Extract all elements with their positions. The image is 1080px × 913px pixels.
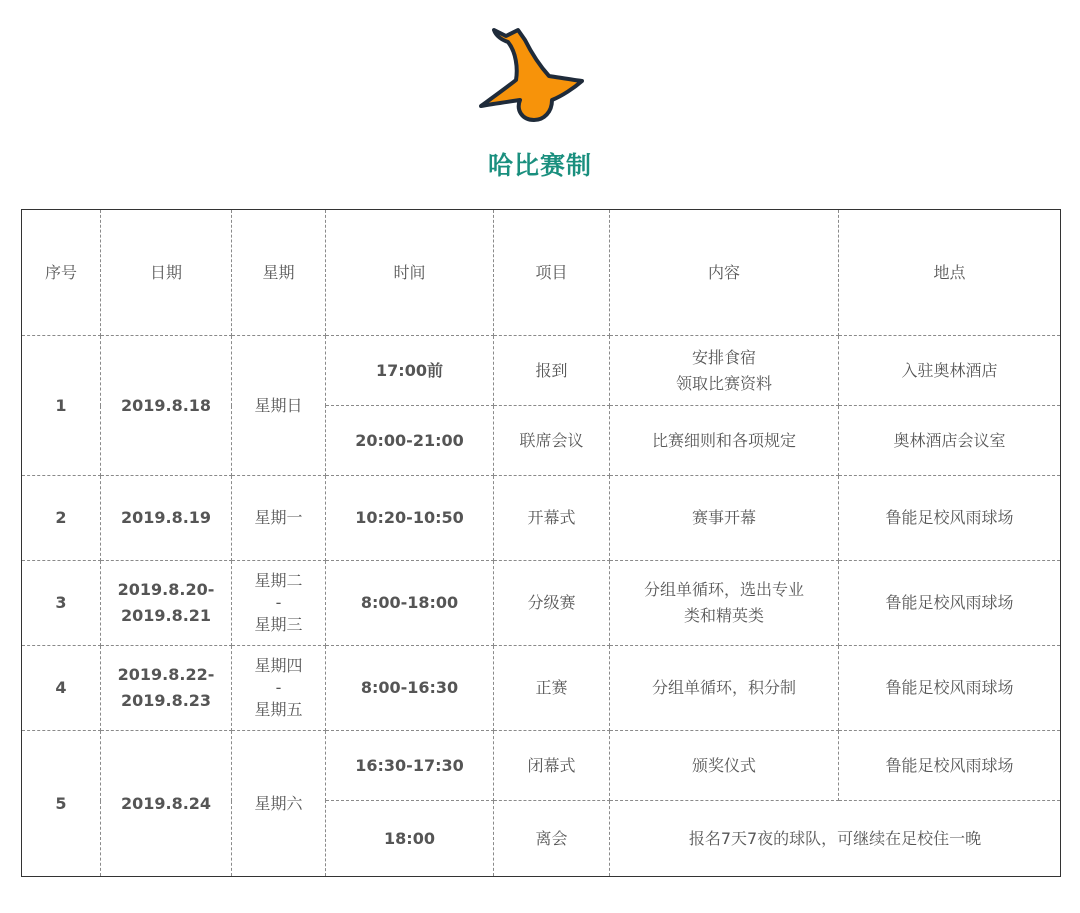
row5a-location: 鲁能足校风雨球场 (839, 731, 1061, 801)
row3-item: 分级赛 (494, 561, 610, 646)
row4-weekday-separator: - (275, 678, 282, 697)
row2-date: 2019.8.19 (101, 476, 232, 561)
row3-time: 8:00-18:00 (326, 561, 494, 646)
row1b-location: 奥林酒店会议室 (839, 406, 1061, 476)
row1-index: 1 (22, 336, 101, 476)
row5b-item: 离会 (494, 801, 610, 877)
row4-location: 鲁能足校风雨球场 (839, 646, 1061, 731)
row3-location: 鲁能足校风雨球场 (839, 561, 1061, 646)
header-index: 序号 (22, 210, 101, 336)
table-row (22, 336, 1061, 406)
row5a-item: 闭幕式 (494, 731, 610, 801)
row1a-content-line1: 安排食宿 (691, 347, 756, 367)
row2-weekday: 星期一 (232, 476, 326, 561)
header-item: 项目 (494, 210, 610, 336)
table-row (22, 561, 1061, 646)
row1b-item: 联席会议 (494, 406, 610, 476)
row1a-location: 入驻奥林酒店 (839, 336, 1061, 406)
row5-index: 5 (22, 731, 101, 877)
row3-content-line1: 分组单循环，选出专业 (643, 580, 804, 599)
row4-weekday (232, 646, 326, 731)
row4-weekday-end: 星期五 (254, 700, 303, 719)
row4-time: 8:00-16:30 (326, 646, 494, 731)
row5-date: 2019.8.24 (101, 731, 232, 877)
row1a-time: 17:00前 (326, 336, 494, 406)
row2-content: 赛事开幕 (610, 476, 839, 561)
row5b-note: 报名7天7夜的球队，可继续在足校住一晚 (610, 801, 1061, 877)
table-row (22, 476, 1061, 561)
row2-item: 开幕式 (494, 476, 610, 561)
row4-date-end: 2019.8.23 (120, 691, 212, 710)
header-weekday: 星期 (232, 210, 326, 336)
table-row (22, 646, 1061, 731)
row3-date-end: 2019.8.21 (120, 606, 212, 625)
row2-location: 鲁能足校风雨球场 (839, 476, 1061, 561)
row5a-content: 颁奖仪式 (610, 731, 839, 801)
row3-content (610, 561, 839, 646)
row5-weekday: 星期六 (232, 731, 326, 877)
row3-weekday-end: 星期三 (254, 615, 303, 634)
row3-weekday (232, 561, 326, 646)
header-content: 内容 (610, 210, 839, 336)
row2-index: 2 (22, 476, 101, 561)
row5a-time: 16:30-17:30 (326, 731, 494, 801)
page-title: 哈比赛制 (487, 151, 592, 180)
row1b-time: 20:00-21:00 (326, 406, 494, 476)
row3-content-line2: 类和精英类 (683, 606, 764, 625)
row1b-content: 比赛细则和各项规定 (610, 406, 839, 476)
row1-date: 2019.8.18 (101, 336, 232, 476)
header-date: 日期 (101, 210, 232, 336)
row1a-content (610, 336, 839, 406)
row3-date-start: 2019.8.20- (117, 580, 215, 599)
row3-weekday-start: 星期二 (254, 571, 303, 590)
row4-date (101, 646, 232, 731)
row5b-time: 18:00 (326, 801, 494, 877)
row1a-item: 报到 (494, 336, 610, 406)
header-location: 地点 (839, 210, 1061, 336)
row4-content: 分组单循环，积分制 (610, 646, 839, 731)
header-time: 时间 (326, 210, 494, 336)
row3-date (101, 561, 232, 646)
row4-item: 正赛 (494, 646, 610, 731)
row4-date-start: 2019.8.22- (117, 665, 215, 684)
row1-weekday: 星期日 (232, 336, 326, 476)
row4-index: 4 (22, 646, 101, 731)
row1a-content-line2: 领取比赛资料 (675, 373, 772, 393)
row3-index: 3 (22, 561, 101, 646)
schedule-table (21, 209, 1061, 877)
row3-weekday-separator: - (275, 593, 282, 612)
row2-time: 10:20-10:50 (326, 476, 494, 561)
witch-hat-logo-icon (478, 26, 584, 126)
table-row (22, 731, 1061, 801)
header-row (22, 210, 1061, 336)
row4-weekday-start: 星期四 (254, 656, 303, 675)
